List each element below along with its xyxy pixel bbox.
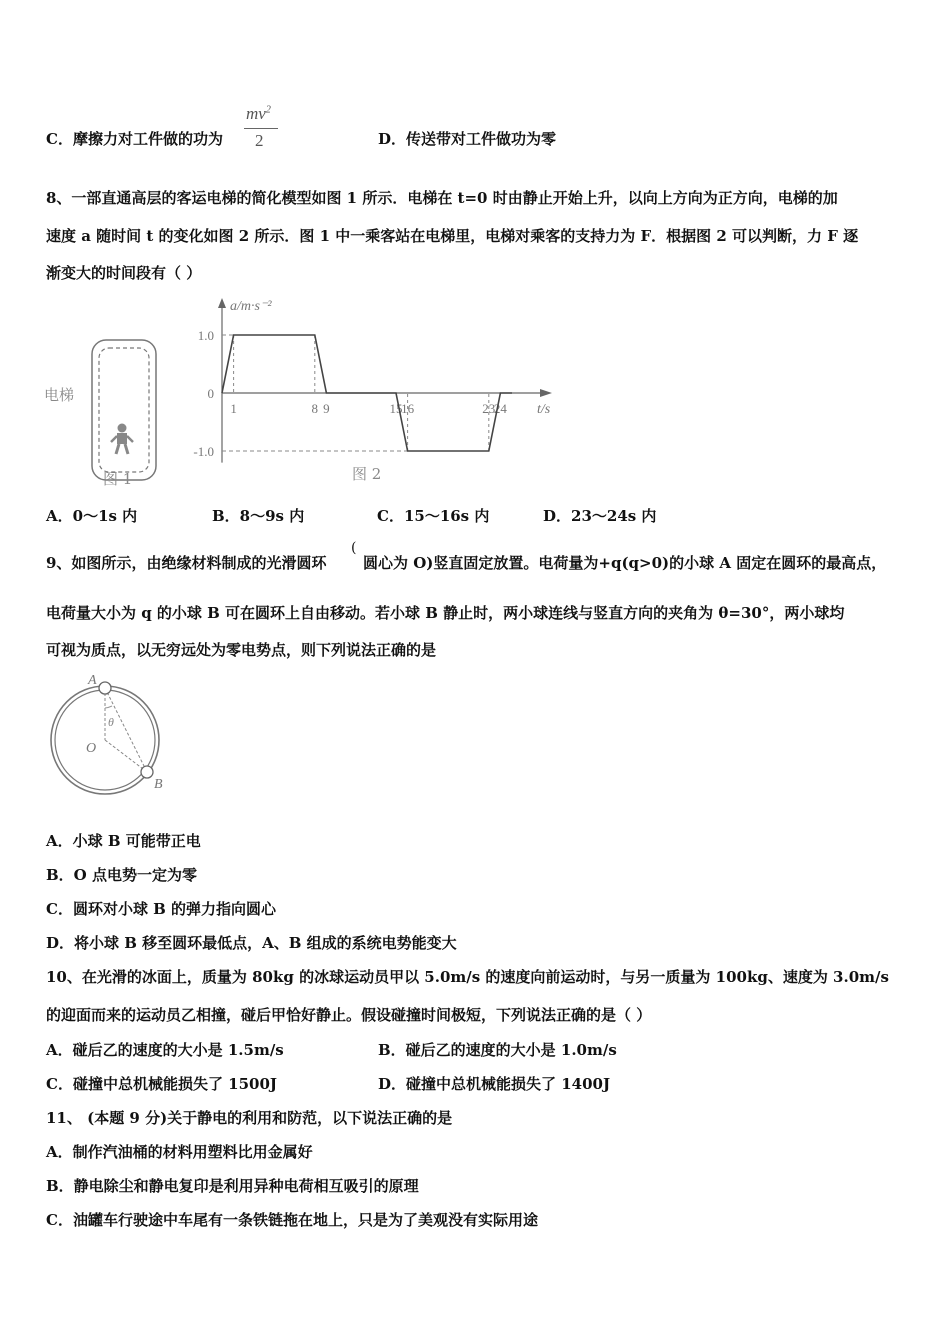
q11-option-b: B．静电除尘和静电复印是利用异种电荷相互吸引的原理 xyxy=(46,1177,419,1195)
fraction-denominator: 2 xyxy=(255,131,264,150)
q10-option-b: B．碰后乙的速度的大小是 1.0m/s xyxy=(378,1041,617,1059)
x-tick-label: 9 xyxy=(323,401,330,416)
q9-option-c: C．圆环对小球 B 的弹力指向圆心 xyxy=(46,900,277,918)
y-tick-label: -1.0 xyxy=(193,444,214,459)
x-tick-label: 16 xyxy=(401,401,415,416)
y-tick-label: 1.0 xyxy=(197,328,214,343)
label-b: B xyxy=(154,777,163,792)
x-tick-label: 8 xyxy=(311,401,319,416)
x-tick-label: 15 xyxy=(389,401,403,416)
label-o: O xyxy=(86,741,97,756)
q9-option-d: D．将小球 B 移至圆环最低点，A、B 组成的系统电势能变大 xyxy=(46,934,457,952)
x-tick-label: 23 xyxy=(482,401,496,416)
fig2-caption: 图 2 xyxy=(352,465,382,483)
q9-stem-line1a: 9、如图所示，由绝缘材料制成的光滑圆环 xyxy=(46,554,327,572)
x-axis-arrow xyxy=(540,389,552,397)
q9-ring-figure xyxy=(40,668,180,798)
q8-stem-line2: 速度 a 随时间 t 的变化如图 2 所示．图 1 中一乘客站在电梯里，电梯对乘客的支持力为 F．根据图 2 可以判断，力 F 逐 xyxy=(46,227,859,245)
q9-stem-line1b: 圆心为 O)竖直固定放置。电荷量为+q(q>0)的小球 A 固定在圆环的最高点， xyxy=(363,554,887,572)
q8-stem-line1: 8、一部直通高层的客运电梯的简化模型如图 1 所示．电梯在 t=0 时由静止开始上升，以向上方向为正方向，电梯的加 xyxy=(46,189,838,207)
q11-stem: 11、 (本题 9 分)关于静电的利用和防范，以下说法正确的是 xyxy=(46,1109,453,1127)
x-tick-label: 1 xyxy=(230,401,237,416)
fraction-numerator: $mv^2$ xyxy=(246,104,271,123)
q10-stem-line1: 10、在光滑的冰面上，质量为 80kg 的冰球运动员甲以 5.0m/s 的速度向前运动时，与另一质量为 100kg、速度为 3.0m/s xyxy=(46,968,889,986)
x-tick-label: 24 xyxy=(493,401,507,416)
q7-option-d: D．传送带对工件做功为零 xyxy=(378,130,557,148)
y-axis-arrow xyxy=(218,298,226,308)
q8-option-b: B．8～9s 内 xyxy=(212,507,305,525)
q10-option-a: A．碰后乙的速度的大小是 1.5m/s xyxy=(46,1041,284,1059)
q9-stem-line2: 电荷量大小为 q 的小球 B 可在圆环上自由移动。若小球 B 静止时，两小球连线与竖直方向的夹角为 θ=30°，两小球均 xyxy=(46,604,845,622)
fig1-caption: 图 1 xyxy=(103,470,133,488)
q10-option-c: C．碰撞中总机械能损失了 1500J xyxy=(46,1075,278,1093)
y-tick-label: 0 xyxy=(207,386,214,401)
fig1-side-label: 电梯 xyxy=(44,386,75,404)
x-axis-label: t/s xyxy=(537,402,551,417)
q8-stem-line3: 渐变大的时间段有（ ） xyxy=(46,264,202,282)
q7-option-c: C．摩擦力对工件做的功为 xyxy=(46,130,223,148)
q9-option-b: B．O 点电势一定为零 xyxy=(46,866,197,884)
q10-stem-line2: 的迎面而来的运动员乙相撞，碰后甲恰好静止。假设碰撞时间极短，下列说法正确的是（ ） xyxy=(46,1006,652,1024)
q9-option-a: A．小球 B 可能带正电 xyxy=(46,832,201,850)
q8-option-d: D．23～24s 内 xyxy=(543,507,657,525)
fraction-bar xyxy=(244,128,278,129)
q11-option-a: A．制作汽油桶的材料用塑料比用金属好 xyxy=(46,1143,313,1161)
q11-option-c: C．油罐车行驶途中车尾有一条铁链拖在地上，只是为了美观没有实际用途 xyxy=(46,1211,538,1229)
q8-option-c: C．15～16s 内 xyxy=(377,507,490,525)
label-a: A xyxy=(88,673,97,688)
q9-stem-line3: 可视为质点，以无穷远处为零电势点，则下列说法正确的是 xyxy=(46,641,437,659)
figure-2-chart xyxy=(180,290,580,490)
label-theta: θ xyxy=(108,715,114,729)
y-axis-label: a/m·s⁻² xyxy=(230,299,272,314)
q9-paren-fragment: ( xyxy=(351,540,357,556)
q8-option-a: A．0～1s 内 xyxy=(46,507,138,525)
q10-option-d: D．碰撞中总机械能损失了 1400J xyxy=(378,1075,611,1093)
